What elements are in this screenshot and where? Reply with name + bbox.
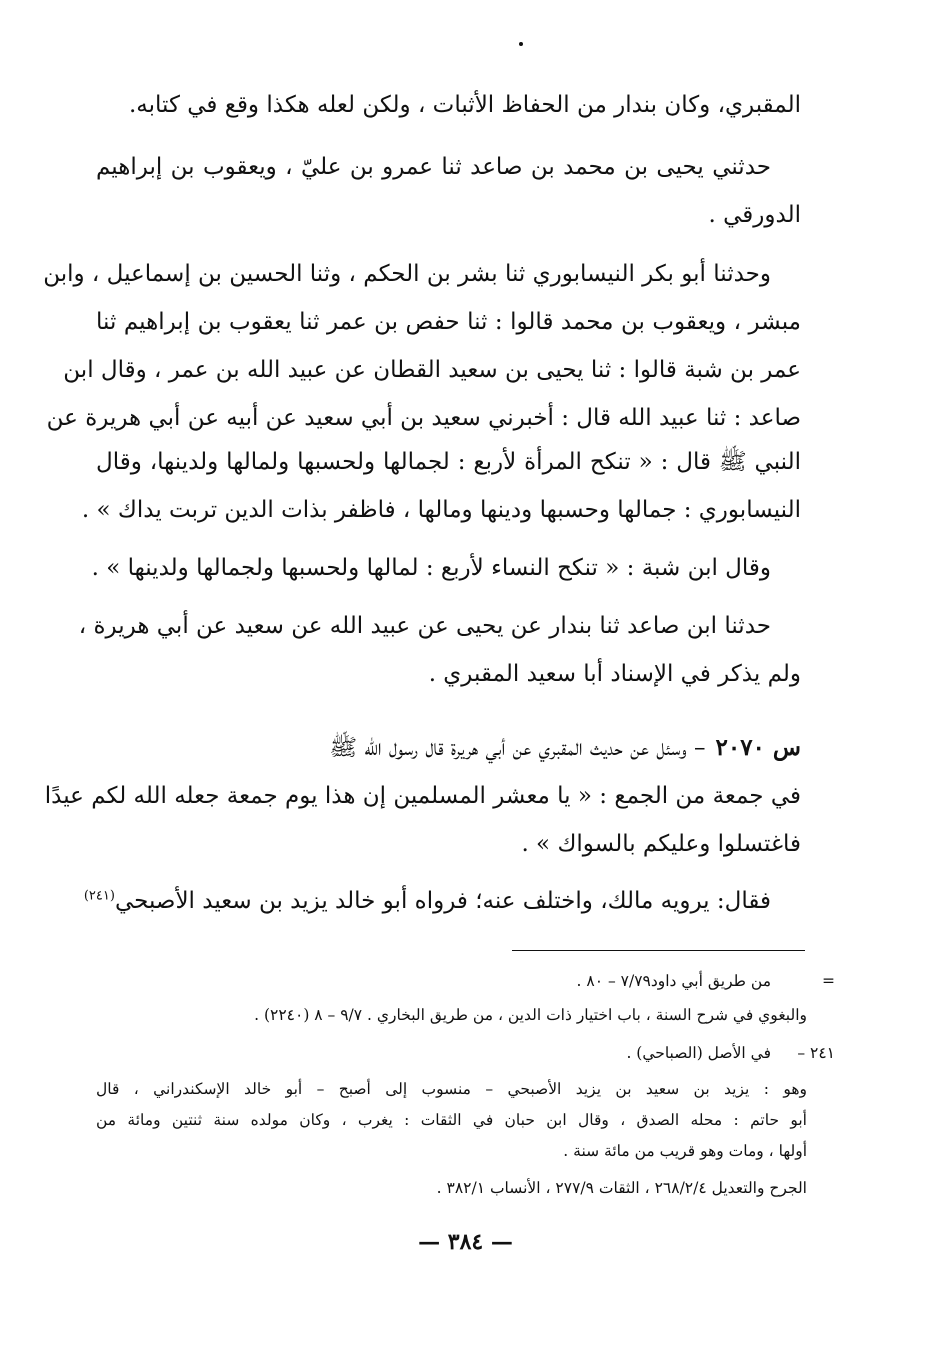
footnote-line-4: وهو : يزيد بن سعيد بن يزيد الأصبحي – منسوب إلى أصبح – أبو خالد الإسكندراني ، قال xyxy=(96,1080,807,1098)
footnote-line-2: والبغوي في شرح السنة ، باب اختيار ذات الدين ، من طريق البخاري . ٩/٧ – ٨ (٢٢٤٠) . xyxy=(254,1006,807,1024)
body-line-14: في جمعة من الجمع : « يا معشر المسلمين إن هذا يوم جمعة جعله الله لكم عيدًا xyxy=(44,783,801,809)
body-line-7: صاعد : ثنا عبيد الله قال : أخبرني سعيد بن أبي سعيد عن أبيه عن أبي هريرة عن xyxy=(46,405,801,431)
body-line-12: ولم يذكر في الإسناد أبا سعيد المقبري . xyxy=(428,661,801,687)
body-line-10: وقال ابن شبة : « تنكح النساء لأربع : لمالها ولحسبها ولجمالها ولدينها » . xyxy=(91,555,771,581)
body-line-9: النيسابوري : جمالها وحسبها ودينها ومالها ، فاظفر بذات الدين تربت يداك » . xyxy=(81,497,801,523)
footnote-number: ٢٤١ – xyxy=(797,1044,835,1062)
body-line-3: الدورقي . xyxy=(708,202,801,228)
body-line-2: حدثني يحيى بن محمد بن صاعد ثنا عمرو بن عليّ ، ويعقوب بن إبراهيم xyxy=(96,154,771,180)
body-line-8: النبي ﷺ قال : « تنكح المرأة لأربع : لجمالها ولحسبها ولمالها ولدينها، وقال xyxy=(96,449,801,475)
question-label: س ٢٠٧٠ xyxy=(715,734,801,761)
page-number: — ٣٨٤ — xyxy=(418,1229,513,1255)
footnote-line-7: الجرح والتعديل ٢٦٨/٢/٤ ، الثقات ٢٧٧/٩ ، الأنساب ٣٨٢/١ . xyxy=(436,1179,807,1197)
top-dot xyxy=(519,42,523,46)
body-line-6: عمر بن شبة قالوا : ثنا يحيى بن سعيد القطان عن عبيد الله بن عمر ، وقال ابن xyxy=(63,357,801,383)
body-line-16: فقال: يرويه مالك، واختلف عنه؛ فرواه أبو خالد يزيد بن سعيد الأصبحي xyxy=(114,888,771,914)
body-line-16-wrap xyxy=(83,877,771,925)
footnote-line-5: أبو حاتم : محله الصدق ، وقال ابن حبان في الثقات : يغرب ، وكان مولده سنة ثنتين ومائة من xyxy=(96,1111,807,1129)
footnote-line-1: من طريق أبي داود٧/٧٩ – ٨٠ . xyxy=(576,972,771,990)
footnote-separator xyxy=(512,950,805,951)
footnote-continuation-marker: = xyxy=(822,972,835,990)
body-line-15: فاغتسلوا وعليكم بالسواك » . xyxy=(521,831,801,857)
footnote-ref: (٢٤١) xyxy=(83,888,115,904)
body-line-1: المقبري، وكان بندار من الحفاظ الأثبات ، ولكن لعله هكذا وقع في كتابه. xyxy=(128,92,801,118)
question-line xyxy=(96,724,801,772)
footnote-line-6: أولها ، ومات وهو قريب من مائة سنة . xyxy=(563,1142,807,1160)
footnote-line-3: في الأصل (الصباحي) . xyxy=(626,1044,771,1062)
body-line-4: وحدثنا أبو بكر النيسابوري ثنا بشر بن الحكم ، وثنا الحسين بن إسماعيل ، وابن xyxy=(43,261,771,287)
body-line-5: مبشر ، ويعقوب بن محمد قالوا : ثنا حفص بن عمر ثنا يعقوب بن إبراهيم ثنا xyxy=(96,309,801,335)
body-line-13: – وسئل عن حديث المقبري عن أبي هريرة قال رسول الله ﷺ xyxy=(329,735,706,761)
body-line-11: حدثنا ابن صاعد ثنا بندار عن يحيى عن عبيد الله عن سعيد عن أبي هريرة ، xyxy=(78,613,771,639)
